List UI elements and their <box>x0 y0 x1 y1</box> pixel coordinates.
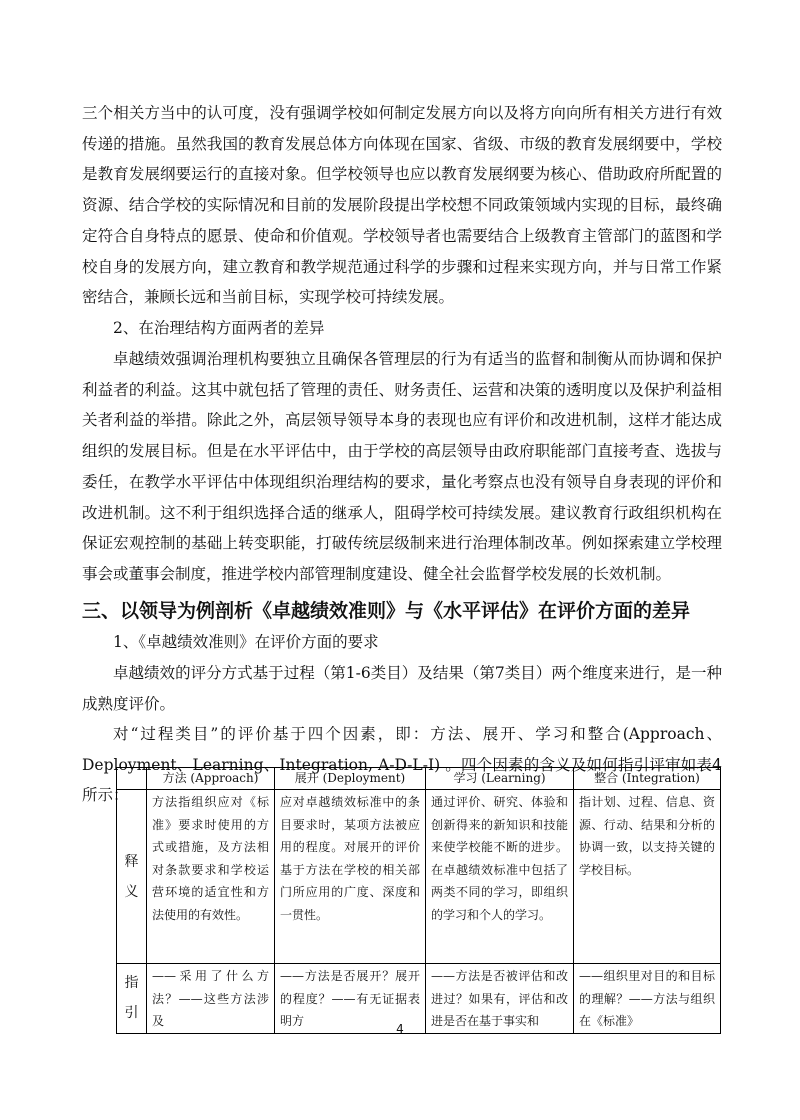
section-heading-3: 三、以领导为例剖析《卓越绩效准则》与《水平评估》在评价方面的差异 <box>82 600 691 622</box>
table-header-approach: 方法 (Approach) <box>147 768 275 790</box>
table-header-blank <box>117 768 147 790</box>
table-header-learning: 学习 (Learning) <box>426 768 574 790</box>
row-label-guide: 指 引 <box>117 964 147 1034</box>
paragraph-direction-transfer: 三个相关方当中的认可度，没有强调学校如何制定发展方向以及将方向向所有相关方进行有效传递的措施。虽然我国的教育发展总体方向体现在国家、省级、市级的教育发展纲要中，学校是教育发展纲要运行的直接对象。但学校领导也应以教育发展纲要为核心、借助政府所配置的资源、结合学校的实际情况和目前的发展阶段提出学校想不同政策领域内实现的目标，最终确定符合自身特点的愿景、使命和价值观。学校领导者也需要结合上级教育主管部门的蓝图和学校自身的发展方向，建立教育和教学规范通过科学的步骤和过程来实现方向，并与日常工作紧密结合，兼顾长远和当前目标，实现学校可持续发展。 <box>82 104 722 307</box>
cell-guide-approach: ——采用了什么方法？——这些方法涉及 <box>147 964 275 1034</box>
table-header-integration: 整合 (Integration) <box>574 768 721 790</box>
cell-meaning-learning: 通过评价、研究、体验和创新得来的新知识和技能来使学校能不断的进步。在卓越绩效标准中包括了两类不同的学习，即组织的学习和个人的学习。 <box>426 790 574 964</box>
paragraph-governance: 卓越绩效强调治理机构要独立且确保各管理层的行为有适当的监督和制衡从而协调和保护利益者的利益。这其中就包括了管理的责任、财务责任、运营和决策的透明度以及保护利益相关者利益的举措。除此之外，高层领导领导本身的表现也应有评价和改进机制，这样才能达成组织的发展目标。但是在水平评估中，由于学校的高层领导由政府职能部门直接考查、选拔与委任，在教学水平评估中体现组织治理结构的要求，量化考察点也没有领导自身表现的评价和改进机制。这不利于组织选择合适的继承人，阻碍学校可持续发展。建议教育行政组织机构在保证宏观控制的基础上转变职能，打破传统层级制来进行治理体制改革。例如探索建立学校理事会或董事会制度，推进学校内部管理制度建设、健全社会监督学校发展的长效机制。 <box>82 350 722 583</box>
cell-guide-learning: ——方法是否被评估和改进过？如果有，评估和改进是否在基于事实和 <box>426 964 574 1034</box>
cell-meaning-integration: 指计划、过程、信息、资源、行动、结果和分析的协调一致，以支持关键的学校目标。 <box>574 790 721 964</box>
row-label-meaning: 释 义 <box>117 790 147 964</box>
cell-meaning-approach: 方法指组织应对《标准》要求时使用的方式或措施，及方法相对条款要求和学校运营环境的适宜性和方法使用的有效性。 <box>147 790 275 964</box>
table-row-meaning <box>117 790 721 964</box>
table-header-deployment: 展开 (Deployment) <box>275 768 426 790</box>
adli-table <box>116 767 721 1034</box>
paragraph-scoring-method: 卓越绩效的评分方式基于过程（第1-6类目）及结果（第7类目）两个维度来进行，是一种成熟度评价。 <box>82 664 722 713</box>
cell-meaning-deployment: 应对卓越绩效标准中的条目要求时，某项方法被应用的程度。对展开的评价基于方法在学校的相关部门所应用的广度、深度和一贯性。 <box>275 790 426 964</box>
subheading-governance-difference: 2、在治理结构方面两者的差异 <box>113 319 325 337</box>
page-number: 4 <box>396 1022 404 1036</box>
paragraph-adli-factors: 对“过程类目”的评价基于四个因素，即：方法、展开、学习和整合(Approach、Deployment、Learning、Integration, A-D-L-I) 。四个因素的含义及如何指引评审如表4所示： <box>82 725 722 805</box>
subheading-evaluation-requirements: 1、《卓越绩效准则》在评价方面的要求 <box>113 633 379 651</box>
table-header-row <box>117 768 721 790</box>
cell-guide-deployment: ——方法是否展开？展开的程度？——有无证据表明方 <box>275 964 426 1034</box>
cell-guide-integration: ——组织里对目的和目标的理解？——方法与组织在《标准》 <box>574 964 721 1034</box>
